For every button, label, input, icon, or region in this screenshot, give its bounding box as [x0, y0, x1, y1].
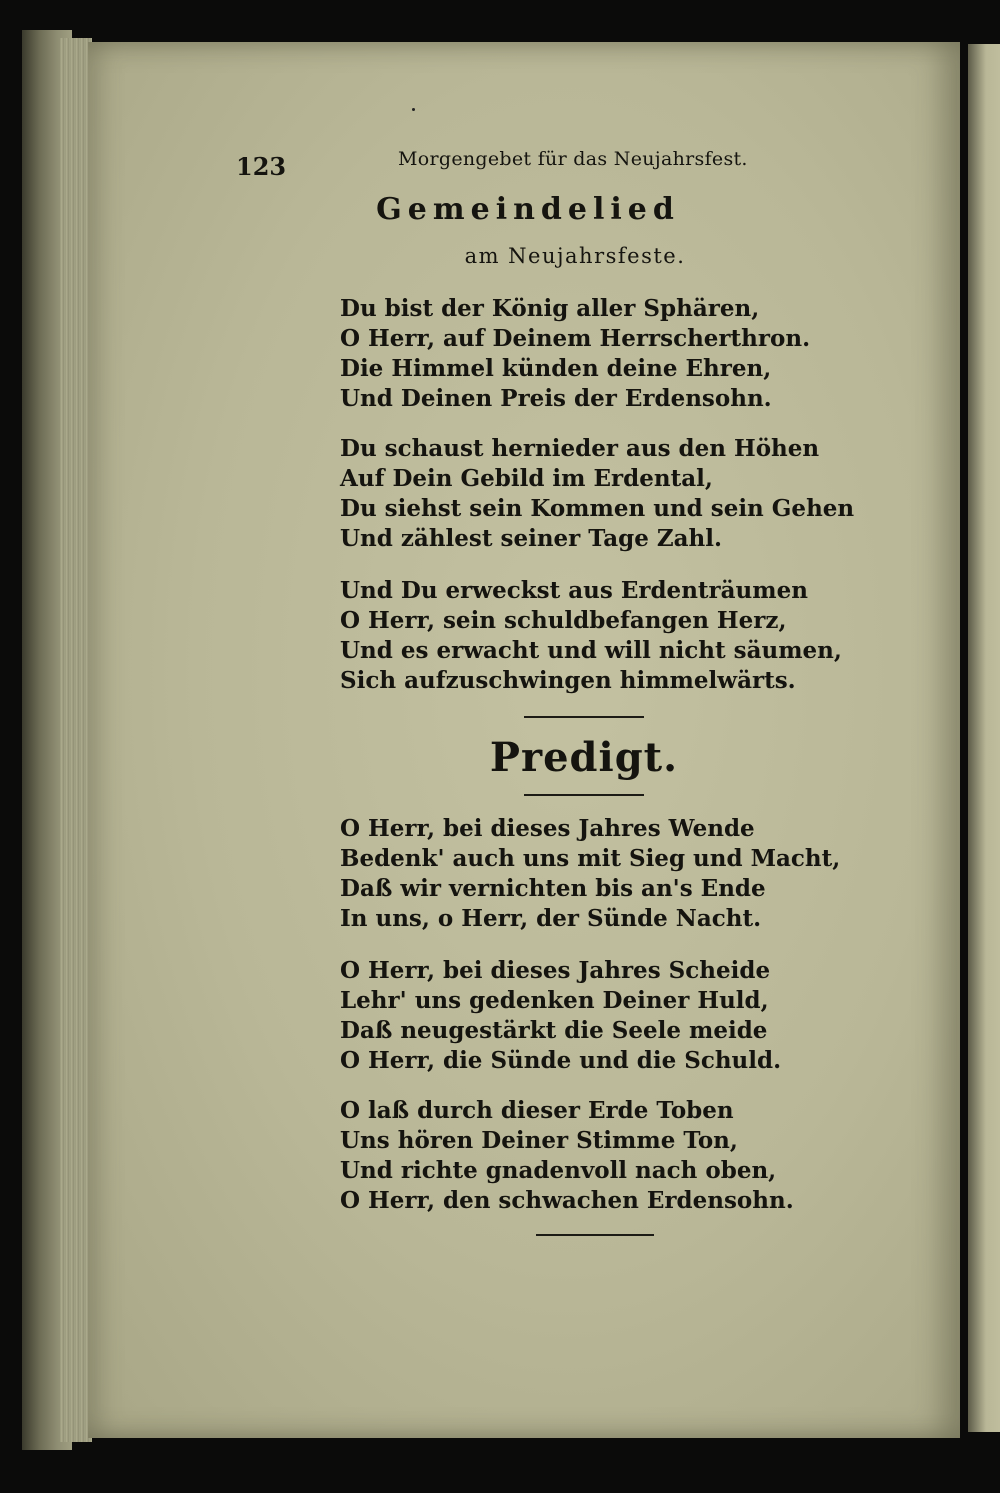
verse-line: Die Himmel künden deine Ehren,	[340, 355, 772, 382]
verse-line: O Herr, sein schuldbefangen Herz,	[340, 607, 787, 634]
verse-line: Lehr' uns gedenken Deiner Huld,	[340, 987, 769, 1014]
verse-line: O laß durch dieser Erde Toben	[340, 1097, 734, 1124]
stanza-2	[340, 434, 854, 554]
verse-line: Du siehst sein Kommen und sein Gehen	[340, 495, 855, 522]
section-title-predigt: Predigt.	[489, 734, 679, 781]
stanza-4	[340, 814, 840, 934]
verse-line: In uns, o Herr, der Sünde Nacht.	[340, 905, 762, 932]
verse-line: Daß wir vernichten bis an's Ende	[340, 875, 766, 902]
verse-line: Und zählest seiner Tage Zahl.	[340, 525, 723, 552]
verse-line: Und Deinen Preis der Erdensohn.	[340, 385, 772, 412]
verse-line: Uns hören Deiner Stimme Ton,	[340, 1127, 738, 1154]
end-rule	[536, 1234, 654, 1236]
stanza-3	[340, 576, 842, 696]
divider-rule	[524, 794, 644, 796]
verse-line: Du bist der König aller Sphären,	[340, 295, 760, 322]
stanza-1	[340, 294, 810, 414]
verse-line: Und richte gnadenvoll nach oben,	[340, 1157, 777, 1184]
verse-line: Du schaust hernieder aus den Höhen	[340, 435, 820, 462]
stanza-5	[340, 956, 781, 1076]
verse-line: O Herr, bei dieses Jahres Scheide	[340, 957, 771, 984]
stanza-6	[340, 1096, 794, 1216]
page-number: 123	[236, 152, 287, 181]
verse-line: Daß neugestärkt die Seele meide	[340, 1017, 768, 1044]
verse-line: O Herr, den schwachen Erdensohn.	[340, 1187, 794, 1214]
verse-line: Bedenk' auch uns mit Sieg und Macht,	[340, 845, 841, 872]
divider-rule	[524, 716, 644, 718]
verse-line: Und Du erweckst aus Erdenträumen	[340, 577, 808, 604]
verse-line: O Herr, auf Deinem Herrscherthron.	[340, 325, 811, 352]
running-title: Morgengebet für das Neujahrsfest.	[398, 148, 748, 170]
verse-line: Auf Dein Gebild im Erdental,	[340, 465, 713, 492]
verse-line: O Herr, die Sünde und die Schuld.	[340, 1047, 782, 1074]
verse-line: O Herr, bei dieses Jahres Wende	[340, 815, 755, 842]
ink-speck	[412, 108, 415, 111]
section-title-gemeindelied: Gemeindelied	[376, 192, 680, 227]
verse-line: Und es erwacht und will nicht säumen,	[340, 637, 842, 664]
section-subtitle: am Neujahrsfeste.	[464, 244, 686, 268]
verse-line: Sich aufzuschwingen himmelwärts.	[340, 667, 796, 694]
